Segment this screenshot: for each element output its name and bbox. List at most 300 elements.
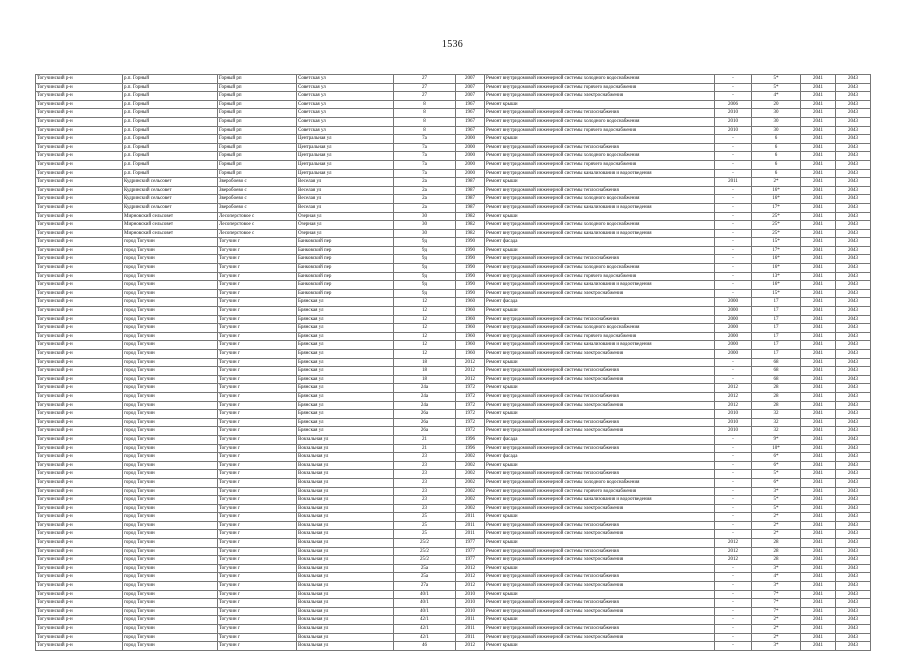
- wear-cell: 3*: [752, 487, 801, 496]
- work-type-cell: Ремонт внутридомовой инженерной системы теплоснабжения: [485, 315, 715, 324]
- street-cell: Озерная ул: [297, 221, 394, 230]
- plan-start-cell: 2041: [801, 530, 836, 539]
- year-built-cell: 1990: [456, 238, 485, 247]
- table-row: [36, 117, 871, 126]
- year-built-cell: 2002: [456, 504, 485, 513]
- wear-cell: 5*: [752, 470, 801, 479]
- year-built-cell: 1990: [456, 272, 485, 281]
- plan-start-cell: 2041: [801, 513, 836, 522]
- house-cell: 8: [394, 100, 456, 109]
- year-built-cell: 2000: [456, 160, 485, 169]
- settlement-cell: Тогучин г: [218, 444, 297, 453]
- last-repair-cell: -: [715, 616, 752, 625]
- last-repair-cell: 2000: [715, 298, 752, 307]
- municipality-cell: Мирновский сельсовет: [123, 212, 218, 221]
- street-cell: Банковский пер: [297, 255, 394, 264]
- street-cell: Вокзальная ул: [297, 478, 394, 487]
- settlement-cell: Тогучин г: [218, 375, 297, 384]
- year-built-cell: 1960: [456, 332, 485, 341]
- district-cell: Тогучинский р-н: [36, 332, 123, 341]
- district-cell: Тогучинский р-н: [36, 203, 123, 212]
- district-cell: Тогучинский р-н: [36, 435, 123, 444]
- municipality-cell: город Тогучин: [123, 272, 218, 281]
- house-cell: 12: [394, 307, 456, 316]
- settlement-cell: Тогучин г: [218, 246, 297, 255]
- house-cell: 18: [394, 367, 456, 376]
- table-row: [36, 539, 871, 548]
- settlement-cell: Тогучин г: [218, 324, 297, 333]
- table-row: [36, 289, 871, 298]
- plan-end-cell: 2043: [836, 341, 871, 350]
- year-built-cell: 1990: [456, 281, 485, 290]
- house-cell: 2а: [394, 178, 456, 187]
- municipality-cell: город Тогучин: [123, 427, 218, 436]
- municipality-cell: город Тогучин: [123, 341, 218, 350]
- street-cell: Советская ул: [297, 109, 394, 118]
- municipality-cell: город Тогучин: [123, 599, 218, 608]
- settlement-cell: Тогучин г: [218, 607, 297, 616]
- plan-end-cell: 2043: [836, 229, 871, 238]
- plan-start-cell: 2041: [801, 350, 836, 359]
- last-repair-cell: 2010: [715, 109, 752, 118]
- plan-start-cell: 2041: [801, 607, 836, 616]
- street-cell: Вокзальная ул: [297, 530, 394, 539]
- municipality-cell: город Тогучин: [123, 332, 218, 341]
- year-built-cell: 1977: [456, 547, 485, 556]
- district-cell: Тогучинский р-н: [36, 539, 123, 548]
- year-built-cell: 2010: [456, 590, 485, 599]
- plan-end-cell: 2043: [836, 324, 871, 333]
- municipality-cell: р.п. Горный: [123, 169, 218, 178]
- municipality-cell: р.п. Горный: [123, 135, 218, 144]
- street-cell: Вокзальная ул: [297, 564, 394, 573]
- year-built-cell: 1996: [456, 444, 485, 453]
- work-type-cell: Ремонт внутридомовой инженерной системы канализования и водоотведения: [485, 203, 715, 212]
- table-row: [36, 461, 871, 470]
- plan-start-cell: 2041: [801, 478, 836, 487]
- work-type-cell: Ремонт внутридомовой инженерной системы электроснабжения: [485, 556, 715, 565]
- street-cell: Вокзальная ул: [297, 513, 394, 522]
- district-cell: Тогучинский р-н: [36, 556, 123, 565]
- wear-cell: 25*: [752, 229, 801, 238]
- table-row: [36, 633, 871, 642]
- work-type-cell: Ремонт внутридомовой инженерной системы теплоснабжения: [485, 255, 715, 264]
- settlement-cell: Тогучин г: [218, 418, 297, 427]
- district-cell: Тогучинский р-н: [36, 324, 123, 333]
- street-cell: Вокзальная ул: [297, 496, 394, 505]
- wear-cell: 28: [752, 547, 801, 556]
- district-cell: Тогучинский р-н: [36, 92, 123, 101]
- work-type-cell: Ремонт внутридомовой инженерной системы теплоснабжения: [485, 573, 715, 582]
- year-built-cell: 2011: [456, 633, 485, 642]
- street-cell: Брянская ул: [297, 410, 394, 419]
- plan-end-cell: 2043: [836, 513, 871, 522]
- work-type-cell: Ремонт внутридомовой инженерной системы горячего водоснабжения: [485, 83, 715, 92]
- municipality-cell: р.п. Горный: [123, 109, 218, 118]
- last-repair-cell: -: [715, 289, 752, 298]
- plan-end-cell: 2043: [836, 504, 871, 513]
- table-row: [36, 298, 871, 307]
- work-type-cell: Ремонт крыши: [485, 539, 715, 548]
- plan-start-cell: 2041: [801, 221, 836, 230]
- wear-cell: 17: [752, 315, 801, 324]
- plan-end-cell: 2043: [836, 367, 871, 376]
- house-cell: 21: [394, 435, 456, 444]
- year-built-cell: 1960: [456, 341, 485, 350]
- plan-end-cell: 2043: [836, 143, 871, 152]
- municipality-cell: город Тогучин: [123, 530, 218, 539]
- municipality-cell: город Тогучин: [123, 238, 218, 247]
- work-type-cell: Ремонт крыши: [485, 358, 715, 367]
- plan-end-cell: 2043: [836, 599, 871, 608]
- street-cell: Центральная ул: [297, 169, 394, 178]
- house-cell: 25/2: [394, 556, 456, 565]
- house-cell: 24а: [394, 401, 456, 410]
- street-cell: Веселая ул: [297, 178, 394, 187]
- district-cell: Тогучинский р-н: [36, 315, 123, 324]
- year-built-cell: 2007: [456, 75, 485, 84]
- district-cell: Тогучинский р-н: [36, 427, 123, 436]
- plan-end-cell: 2043: [836, 238, 871, 247]
- plan-start-cell: 2041: [801, 384, 836, 393]
- plan-start-cell: 2041: [801, 246, 836, 255]
- house-cell: 27: [394, 92, 456, 101]
- settlement-cell: Зверобоево с: [218, 195, 297, 204]
- plan-start-cell: 2041: [801, 470, 836, 479]
- plan-end-cell: 2043: [836, 521, 871, 530]
- street-cell: Брянская ул: [297, 418, 394, 427]
- last-repair-cell: -: [715, 582, 752, 591]
- work-type-cell: Ремонт крыши: [485, 384, 715, 393]
- house-cell: 7а: [394, 143, 456, 152]
- settlement-cell: Горный рп: [218, 83, 297, 92]
- municipality-cell: Кудринский сельсовет: [123, 178, 218, 187]
- municipality-cell: город Тогучин: [123, 607, 218, 616]
- municipality-cell: Мирновский сельсовет: [123, 229, 218, 238]
- wear-cell: 13*: [752, 272, 801, 281]
- table-row: [36, 126, 871, 135]
- table-row: [36, 307, 871, 316]
- year-built-cell: 2002: [456, 470, 485, 479]
- table-row: [36, 547, 871, 556]
- district-cell: Тогучинский р-н: [36, 599, 123, 608]
- plan-start-cell: 2041: [801, 92, 836, 101]
- last-repair-cell: -: [715, 238, 752, 247]
- district-cell: Тогучинский р-н: [36, 186, 123, 195]
- house-cell: 23: [394, 496, 456, 505]
- year-built-cell: 2012: [456, 582, 485, 591]
- municipality-cell: Кудринский сельсовет: [123, 203, 218, 212]
- street-cell: Банковский пер: [297, 289, 394, 298]
- municipality-cell: город Тогучин: [123, 384, 218, 393]
- district-cell: Тогучинский р-н: [36, 143, 123, 152]
- house-cell: 2а: [394, 195, 456, 204]
- work-type-cell: Ремонт внутридомовой инженерной системы холодного водоснабжения: [485, 478, 715, 487]
- year-built-cell: 1972: [456, 427, 485, 436]
- wear-cell: 6: [752, 135, 801, 144]
- plan-end-cell: 2043: [836, 307, 871, 316]
- table-row: [36, 238, 871, 247]
- street-cell: Советская ул: [297, 117, 394, 126]
- work-type-cell: Ремонт внутридомовой инженерной системы холодного водоснабжения: [485, 221, 715, 230]
- plan-start-cell: 2041: [801, 341, 836, 350]
- last-repair-cell: 2011: [715, 178, 752, 187]
- district-cell: Тогучинский р-н: [36, 564, 123, 573]
- settlement-cell: Зверобоево с: [218, 178, 297, 187]
- district-cell: Тогучинский р-н: [36, 401, 123, 410]
- last-repair-cell: -: [715, 607, 752, 616]
- street-cell: Вокзальная ул: [297, 461, 394, 470]
- wear-cell: 20: [752, 100, 801, 109]
- plan-start-cell: 2041: [801, 238, 836, 247]
- plan-start-cell: 2041: [801, 633, 836, 642]
- work-type-cell: Ремонт крыши: [485, 564, 715, 573]
- settlement-cell: Тогучин г: [218, 367, 297, 376]
- table-row: [36, 478, 871, 487]
- municipality-cell: город Тогучин: [123, 487, 218, 496]
- year-built-cell: 1967: [456, 126, 485, 135]
- plan-end-cell: 2043: [836, 272, 871, 281]
- year-built-cell: 1990: [456, 289, 485, 298]
- wear-cell: 7*: [752, 590, 801, 599]
- municipality-cell: город Тогучин: [123, 642, 218, 651]
- street-cell: Советская ул: [297, 92, 394, 101]
- district-cell: Тогучинский р-н: [36, 298, 123, 307]
- work-type-cell: Ремонт внутридомовой инженерной системы теплоснабжения: [485, 392, 715, 401]
- wear-cell: 6: [752, 143, 801, 152]
- street-cell: Брянская ул: [297, 427, 394, 436]
- wear-cell: 7*: [752, 599, 801, 608]
- settlement-cell: Тогучин г: [218, 358, 297, 367]
- district-cell: Тогучинский р-н: [36, 616, 123, 625]
- table-row: [36, 324, 871, 333]
- house-cell: 42/1: [394, 616, 456, 625]
- district-cell: Тогучинский р-н: [36, 255, 123, 264]
- wear-cell: 3*: [752, 582, 801, 591]
- house-cell: 26а: [394, 418, 456, 427]
- work-type-cell: Ремонт внутридомовой инженерной системы теплоснабжения: [485, 470, 715, 479]
- district-cell: Тогучинский р-н: [36, 504, 123, 513]
- settlement-cell: Горный рп: [218, 143, 297, 152]
- street-cell: Веселая ул: [297, 186, 394, 195]
- plan-start-cell: 2041: [801, 539, 836, 548]
- house-cell: 9д: [394, 238, 456, 247]
- district-cell: Тогучинский р-н: [36, 461, 123, 470]
- district-cell: Тогучинский р-н: [36, 229, 123, 238]
- last-repair-cell: -: [715, 246, 752, 255]
- street-cell: Вокзальная ул: [297, 453, 394, 462]
- settlement-cell: Тогучин г: [218, 487, 297, 496]
- plan-end-cell: 2043: [836, 633, 871, 642]
- plan-start-cell: 2041: [801, 582, 836, 591]
- work-type-cell: Ремонт внутридомовой инженерной системы электроснабжения: [485, 504, 715, 513]
- municipality-cell: город Тогучин: [123, 392, 218, 401]
- work-type-cell: Ремонт внутридомовой инженерной системы горячего водоснабжения: [485, 332, 715, 341]
- district-cell: Тогучинский р-н: [36, 238, 123, 247]
- work-type-cell: Ремонт внутридомовой инженерной системы электроснабжения: [485, 427, 715, 436]
- district-cell: Тогучинский р-н: [36, 410, 123, 419]
- municipality-cell: город Тогучин: [123, 315, 218, 324]
- house-cell: 9д: [394, 272, 456, 281]
- last-repair-cell: -: [715, 453, 752, 462]
- work-type-cell: Ремонт фасада: [485, 453, 715, 462]
- municipality-cell: город Тогучин: [123, 521, 218, 530]
- work-type-cell: Ремонт внутридомовой инженерной системы электроснабжения: [485, 92, 715, 101]
- house-cell: 12: [394, 324, 456, 333]
- municipality-cell: город Тогучин: [123, 324, 218, 333]
- year-built-cell: 1982: [456, 212, 485, 221]
- year-built-cell: 1982: [456, 229, 485, 238]
- house-cell: 42/1: [394, 633, 456, 642]
- plan-end-cell: 2043: [836, 556, 871, 565]
- house-cell: 12: [394, 332, 456, 341]
- last-repair-cell: -: [715, 642, 752, 651]
- plan-end-cell: 2043: [836, 530, 871, 539]
- table-row: [36, 530, 871, 539]
- municipality-cell: город Тогучин: [123, 375, 218, 384]
- street-cell: Банковский пер: [297, 264, 394, 273]
- work-type-cell: Ремонт крыши: [485, 642, 715, 651]
- settlement-cell: Горный рп: [218, 160, 297, 169]
- street-cell: Вокзальная ул: [297, 625, 394, 634]
- table-row: [36, 367, 871, 376]
- municipality-cell: город Тогучин: [123, 582, 218, 591]
- wear-cell: 2*: [752, 625, 801, 634]
- table-body: [36, 75, 871, 651]
- table-row: [36, 607, 871, 616]
- settlement-cell: Тогучин г: [218, 410, 297, 419]
- municipality-cell: р.п. Горный: [123, 83, 218, 92]
- settlement-cell: Горный рп: [218, 100, 297, 109]
- work-type-cell: Ремонт внутридомовой инженерной системы канализования и водоотведения: [485, 229, 715, 238]
- table-row: [36, 195, 871, 204]
- street-cell: Брянская ул: [297, 332, 394, 341]
- house-cell: 23: [394, 504, 456, 513]
- last-repair-cell: -: [715, 152, 752, 161]
- wear-cell: 7*: [752, 607, 801, 616]
- district-cell: Тогучинский р-н: [36, 109, 123, 118]
- work-type-cell: Ремонт внутридомовой инженерной системы электроснабжения: [485, 401, 715, 410]
- wear-cell: 30: [752, 117, 801, 126]
- year-built-cell: 1987: [456, 178, 485, 187]
- work-type-cell: Ремонт крыши: [485, 178, 715, 187]
- municipality-cell: город Тогучин: [123, 564, 218, 573]
- plan-start-cell: 2041: [801, 367, 836, 376]
- wear-cell: 17*: [752, 203, 801, 212]
- table-row: [36, 212, 871, 221]
- wear-cell: 10*: [752, 444, 801, 453]
- wear-cell: 17: [752, 298, 801, 307]
- settlement-cell: Тогучин г: [218, 616, 297, 625]
- last-repair-cell: -: [715, 530, 752, 539]
- wear-cell: 2*: [752, 616, 801, 625]
- plan-start-cell: 2041: [801, 117, 836, 126]
- year-built-cell: 1960: [456, 350, 485, 359]
- street-cell: Вокзальная ул: [297, 573, 394, 582]
- settlement-cell: Тогучин г: [218, 530, 297, 539]
- year-built-cell: 2000: [456, 143, 485, 152]
- table-row: [36, 315, 871, 324]
- plan-end-cell: 2043: [836, 178, 871, 187]
- last-repair-cell: -: [715, 169, 752, 178]
- street-cell: Веселая ул: [297, 203, 394, 212]
- work-type-cell: Ремонт внутридомовой инженерной системы канализования и водоотведения: [485, 281, 715, 290]
- plan-end-cell: 2043: [836, 169, 871, 178]
- wear-cell: 25*: [752, 212, 801, 221]
- house-cell: 9д: [394, 246, 456, 255]
- settlement-cell: Тогучин г: [218, 350, 297, 359]
- wear-cell: 17: [752, 324, 801, 333]
- plan-start-cell: 2041: [801, 83, 836, 92]
- plan-start-cell: 2041: [801, 169, 836, 178]
- plan-end-cell: 2043: [836, 607, 871, 616]
- house-cell: 12: [394, 315, 456, 324]
- municipality-cell: город Тогучин: [123, 435, 218, 444]
- plan-start-cell: 2041: [801, 126, 836, 135]
- last-repair-cell: 2000: [715, 332, 752, 341]
- settlement-cell: Тогучин г: [218, 564, 297, 573]
- work-type-cell: Ремонт внутридомовой инженерной системы теплоснабжения: [485, 599, 715, 608]
- street-cell: Брянская ул: [297, 392, 394, 401]
- last-repair-cell: 2010: [715, 126, 752, 135]
- last-repair-cell: -: [715, 599, 752, 608]
- district-cell: Тогучинский р-н: [36, 478, 123, 487]
- house-cell: 8: [394, 126, 456, 135]
- district-cell: Тогучинский р-н: [36, 281, 123, 290]
- plan-start-cell: 2041: [801, 186, 836, 195]
- table-row: [36, 444, 871, 453]
- wear-cell: 2*: [752, 513, 801, 522]
- table-row: [36, 350, 871, 359]
- plan-end-cell: 2043: [836, 195, 871, 204]
- year-built-cell: 1987: [456, 186, 485, 195]
- municipality-cell: город Тогучин: [123, 573, 218, 582]
- street-cell: Советская ул: [297, 100, 394, 109]
- settlement-cell: Горный рп: [218, 92, 297, 101]
- plan-start-cell: 2041: [801, 358, 836, 367]
- work-type-cell: Ремонт внутридомовой инженерной системы холодного водоснабжения: [485, 195, 715, 204]
- plan-end-cell: 2043: [836, 109, 871, 118]
- settlement-cell: Тогучин г: [218, 453, 297, 462]
- wear-cell: 17: [752, 307, 801, 316]
- table-row: [36, 625, 871, 634]
- last-repair-cell: -: [715, 461, 752, 470]
- settlement-cell: Лесоперстовое с: [218, 221, 297, 230]
- year-built-cell: 1990: [456, 246, 485, 255]
- house-cell: 2а: [394, 186, 456, 195]
- last-repair-cell: 2012: [715, 401, 752, 410]
- work-type-cell: Ремонт внутридомовой инженерной системы электроснабжения: [485, 530, 715, 539]
- municipality-cell: город Тогучин: [123, 410, 218, 419]
- plan-end-cell: 2043: [836, 289, 871, 298]
- table-row: [36, 573, 871, 582]
- plan-end-cell: 2043: [836, 401, 871, 410]
- plan-end-cell: 2043: [836, 642, 871, 651]
- municipality-cell: город Тогучин: [123, 444, 218, 453]
- municipality-cell: город Тогучин: [123, 496, 218, 505]
- house-cell: 18: [394, 375, 456, 384]
- district-cell: Тогучинский р-н: [36, 152, 123, 161]
- last-repair-cell: 2012: [715, 384, 752, 393]
- plan-start-cell: 2041: [801, 289, 836, 298]
- work-type-cell: Ремонт внутридомовой инженерной системы холодного водоснабжения: [485, 324, 715, 333]
- work-type-cell: Ремонт внутридомовой инженерной системы канализования и водоотведения: [485, 341, 715, 350]
- wear-cell: 25*: [752, 221, 801, 230]
- table-row: [36, 590, 871, 599]
- street-cell: Брянская ул: [297, 298, 394, 307]
- year-built-cell: 1960: [456, 307, 485, 316]
- table-row: [36, 221, 871, 230]
